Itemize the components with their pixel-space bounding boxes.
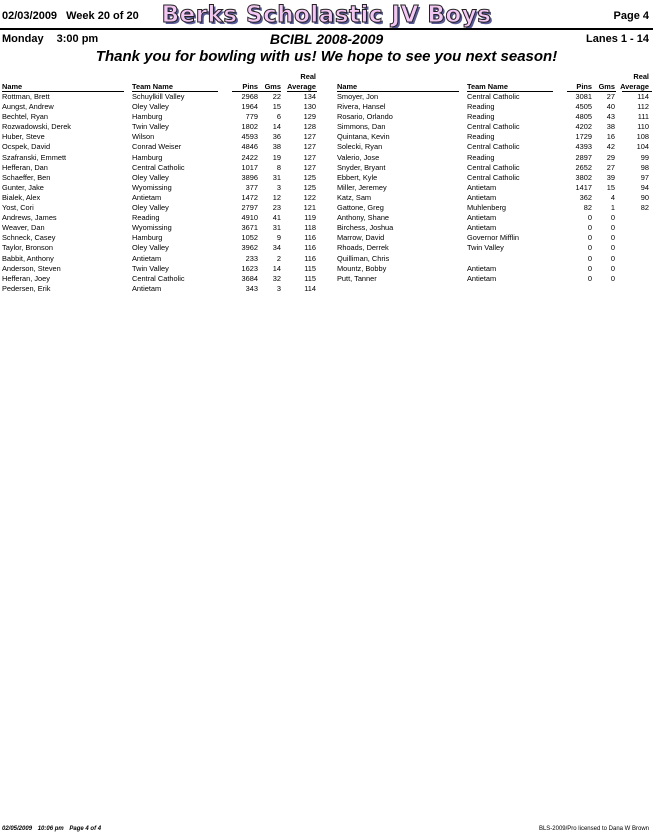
table-row	[2, 274, 317, 284]
average-value: 134	[303, 92, 316, 101]
pins-value: 0	[587, 273, 592, 283]
pins-value: 362	[579, 192, 592, 202]
team-name: Hamburg	[132, 112, 163, 122]
bowler-name: Quintana, Kevin	[337, 132, 390, 142]
average-value: 122	[303, 192, 316, 202]
header-rule	[0, 28, 653, 30]
average-value: 108	[636, 132, 649, 142]
games-value: 22	[272, 92, 281, 101]
league-name: BCIBL 2008-2009	[269, 31, 384, 47]
team-name: Governor Mifflin	[467, 233, 520, 243]
average-value: 130	[303, 102, 316, 112]
bowler-name: Rozwadowski, Derek	[2, 122, 72, 132]
standings-table-right	[337, 72, 653, 284]
pins-header: Pins	[242, 82, 258, 91]
games-value: 6	[276, 112, 281, 122]
team-name: Reading	[132, 213, 160, 223]
bowler-name: Weaver, Dan	[2, 223, 45, 233]
games-value: 14	[272, 122, 281, 132]
games-value: 0	[610, 233, 615, 243]
average-value: 116	[304, 243, 316, 253]
pins-value: 1729	[575, 132, 592, 142]
table-row	[2, 233, 317, 243]
team-name: Oley Valley	[132, 243, 169, 253]
bowler-name: Mountz, Bobby	[337, 263, 387, 273]
table-row	[2, 223, 317, 233]
table-row	[2, 153, 317, 163]
games-value: 3	[276, 283, 281, 293]
games-value: 0	[610, 223, 615, 233]
pins-value: 377	[245, 182, 258, 192]
pins-value: 1964	[241, 102, 258, 112]
table-row	[2, 142, 317, 152]
bowler-name: Huber, Steve	[2, 132, 45, 142]
table-row	[337, 132, 653, 142]
table-header	[337, 72, 653, 92]
bowler-name: Simmons, Dan	[337, 122, 386, 132]
team-name: Muhlenberg	[467, 203, 507, 213]
team-name: Central Catholic	[467, 142, 520, 152]
table-body	[2, 92, 317, 294]
games-value: 36	[272, 132, 281, 142]
average-value: 127	[303, 142, 316, 152]
games-value: 40	[606, 102, 615, 112]
average-value: 104	[636, 142, 649, 152]
table-row	[337, 112, 653, 122]
games-value: 14	[272, 263, 281, 273]
license-note: BLS-2009/Pro licensed to Dana W Brown	[538, 826, 649, 832]
table-row	[337, 173, 653, 183]
games-value: 23	[272, 203, 281, 213]
average-value: 127	[303, 152, 316, 162]
table-row	[2, 193, 317, 203]
bowler-name: Babbit, Anthony	[2, 253, 54, 263]
average-value: 125	[303, 182, 316, 192]
pins-value: 1623	[241, 263, 258, 273]
games-value: 12	[272, 192, 281, 202]
name-header: Name	[2, 82, 23, 91]
table-row	[2, 203, 317, 213]
table-row	[2, 132, 317, 142]
games-value: 4	[610, 192, 615, 202]
pins-value: 779	[245, 112, 258, 122]
bowler-name: Bialek, Alex	[2, 192, 41, 202]
games-value: 31	[272, 172, 281, 182]
games-value: 0	[610, 253, 615, 263]
bowler-name: Pedersen, Erik	[2, 283, 51, 293]
bowler-name: Solecki, Ryan	[337, 142, 383, 152]
table-row	[2, 122, 317, 132]
bowler-name: Aungst, Andrew	[2, 102, 54, 112]
pins-value: 343	[245, 283, 258, 293]
pins-value: 3802	[575, 172, 592, 182]
league-title: Berks Scholastic JV Boys	[161, 2, 492, 28]
print-time: 10:06 pm	[37, 826, 64, 832]
average-value: 118	[304, 223, 316, 233]
team-name: Central Catholic	[132, 162, 185, 172]
bowler-name: Gunter, Jake	[2, 182, 44, 192]
team-name: Central Catholic	[132, 273, 185, 283]
games-value: 34	[272, 243, 281, 253]
games-value: 38	[272, 142, 281, 152]
pins-value: 4202	[575, 122, 592, 132]
team-name: Oley Valley	[132, 172, 169, 182]
bowler-name: Marrow, David	[337, 233, 385, 243]
games-value: 9	[276, 233, 281, 243]
average-value: 99	[640, 152, 649, 162]
average-value: 111	[637, 112, 649, 122]
table-row	[2, 92, 317, 102]
games-value: 0	[610, 243, 615, 253]
time-label: 3:00 pm	[56, 33, 99, 45]
pins-value: 233	[245, 253, 258, 263]
table-row	[337, 243, 653, 253]
team-name: Antietam	[467, 192, 497, 202]
bowler-name: Valerio, Jose	[337, 152, 380, 162]
games-value: 19	[272, 152, 281, 162]
pins-value: 2422	[241, 152, 258, 162]
team-name: Antietam	[132, 283, 162, 293]
avg-header-bottom: Average	[287, 82, 316, 91]
team-name: Twin Valley	[467, 243, 504, 253]
table-row	[337, 193, 653, 203]
gms-header: Gms	[598, 82, 615, 91]
team-name: Hamburg	[132, 233, 163, 243]
report-date: 02/03/2009	[2, 10, 58, 22]
table-row	[337, 213, 653, 223]
print-date: 02/05/2009	[2, 826, 33, 832]
average-value: 98	[640, 162, 649, 172]
table-row	[2, 173, 317, 183]
team-name: Hamburg	[132, 152, 163, 162]
average-value: 114	[304, 283, 316, 293]
pins-value: 4805	[575, 112, 592, 122]
pins-value: 3962	[241, 243, 258, 253]
pins-value: 4846	[241, 142, 258, 152]
games-value: 38	[606, 122, 615, 132]
pins-header: Pins	[576, 82, 592, 91]
bowler-name: Bechtel, Ryan	[2, 112, 49, 122]
table-body	[337, 92, 653, 284]
bowler-name: Gattone, Greg	[337, 203, 384, 213]
average-value: 125	[303, 172, 316, 182]
games-value: 2	[276, 253, 281, 263]
games-value: 0	[610, 213, 615, 223]
games-value: 32	[272, 273, 281, 283]
team-name: Twin Valley	[132, 263, 169, 273]
table-row	[2, 112, 317, 122]
average-value: 127	[303, 162, 316, 172]
bowler-name: Schneck, Casey	[2, 233, 56, 243]
team-name: Wyomissing	[132, 223, 172, 233]
pins-value: 3896	[241, 172, 258, 182]
team-name: Oley Valley	[132, 102, 169, 112]
games-value: 39	[606, 172, 615, 182]
team-name: Central Catholic	[467, 92, 520, 101]
table-row	[337, 203, 653, 213]
table-row	[2, 102, 317, 112]
games-value: 15	[272, 102, 281, 112]
team-name: Reading	[467, 132, 495, 142]
bowler-name: Rottman, Brett	[2, 92, 50, 101]
table-row	[337, 223, 653, 233]
pins-value: 3081	[575, 92, 592, 101]
table-row	[337, 142, 653, 152]
bowler-name: Miller, Jeremey	[337, 182, 387, 192]
table-row	[2, 264, 317, 274]
bowler-name: Smoyer, Jon	[337, 92, 379, 101]
team-name: Antietam	[467, 223, 497, 233]
lanes-label: Lanes 1 - 14	[586, 33, 649, 45]
avg-header-bottom: Average	[620, 82, 649, 91]
average-value: 127	[303, 132, 316, 142]
average-value: 129	[303, 112, 316, 122]
pins-value: 2652	[575, 162, 592, 172]
average-value: 94	[640, 182, 649, 192]
pins-value: 2797	[241, 203, 258, 213]
table-row	[2, 284, 317, 294]
bowler-name: Schaeffer, Ben	[2, 172, 51, 182]
pins-value: 82	[583, 203, 592, 213]
table-row	[337, 264, 653, 274]
team-header: Team Name	[467, 82, 508, 91]
page-number: Page 4	[613, 10, 649, 22]
table-row	[337, 102, 653, 112]
team-name: Reading	[467, 112, 495, 122]
average-value: 97	[640, 172, 649, 182]
table-row	[337, 163, 653, 173]
team-name: Antietam	[467, 263, 497, 273]
pins-value: 0	[587, 263, 592, 273]
name-header: Name	[337, 82, 358, 91]
pins-value: 1417	[575, 182, 592, 192]
table-row	[337, 233, 653, 243]
bowler-name: Hefferan, Dan	[2, 162, 48, 172]
bowler-name: Rosario, Orlando	[337, 112, 393, 122]
bowler-name: Anthony, Shane	[337, 213, 390, 223]
bowler-name: Ebbert, Kyle	[337, 172, 378, 182]
team-name: Antietam	[467, 182, 497, 192]
games-value: 3	[276, 182, 281, 192]
day-label: Monday	[2, 33, 44, 45]
average-value: 119	[304, 213, 316, 223]
avg-header-top: Real	[300, 72, 316, 81]
games-value: 0	[610, 273, 615, 283]
bowler-name: Birchess, Joshua	[337, 223, 394, 233]
table-row	[337, 92, 653, 102]
pins-value: 0	[587, 213, 592, 223]
pins-value: 4910	[241, 213, 258, 223]
team-name: Twin Valley	[132, 122, 169, 132]
table-row	[2, 213, 317, 223]
bowler-name: Quilliman, Chris	[337, 253, 390, 263]
average-value: 112	[637, 102, 649, 112]
pins-value: 4593	[241, 132, 258, 142]
pins-value: 2968	[241, 92, 258, 101]
average-value: 121	[303, 203, 316, 213]
games-value: 15	[606, 182, 615, 192]
average-value: 116	[304, 253, 316, 263]
print-stamp	[2, 826, 105, 832]
pins-value: 1052	[241, 233, 258, 243]
pins-value: 3671	[241, 223, 258, 233]
avg-header-top: Real	[633, 72, 649, 81]
team-name: Antietam	[467, 273, 497, 283]
team-name: Reading	[467, 152, 495, 162]
average-value: 116	[304, 233, 316, 243]
team-name: Central Catholic	[467, 122, 520, 132]
team-name: Wilson	[132, 132, 155, 142]
bowler-name: Andrews, James	[2, 213, 57, 223]
pins-value: 2897	[575, 152, 592, 162]
pins-value: 1472	[241, 192, 258, 202]
games-value: 1	[610, 203, 615, 213]
pins-value: 0	[587, 243, 592, 253]
table-row	[337, 153, 653, 163]
table-row	[2, 183, 317, 193]
team-name: Antietam	[132, 192, 162, 202]
bowler-name: Rhoads, Derrek	[337, 243, 389, 253]
bowler-name: Katz, Sam	[337, 192, 372, 202]
team-name: Antietam	[467, 213, 497, 223]
games-value: 16	[606, 132, 615, 142]
week-label: Week 20 of 20	[66, 10, 139, 22]
team-header: Team Name	[132, 82, 173, 91]
average-value: 114	[637, 92, 649, 101]
bowler-name: Szafranski, Emmett	[2, 152, 67, 162]
average-value: 128	[303, 122, 316, 132]
team-name: Central Catholic	[467, 162, 520, 172]
games-value: 41	[272, 213, 281, 223]
table-row	[337, 254, 653, 264]
pins-value: 0	[587, 223, 592, 233]
bowler-name: Rivera, Hansel	[337, 102, 386, 112]
table-row	[337, 183, 653, 193]
bowler-name: Ocspek, David	[2, 142, 51, 152]
team-name: Wyomissing	[132, 182, 172, 192]
games-value: 29	[606, 152, 615, 162]
games-value: 8	[276, 162, 281, 172]
bowler-name: Snyder, Bryant	[337, 162, 386, 172]
pins-value: 4505	[575, 102, 592, 112]
table-row	[337, 122, 653, 132]
table-header	[2, 72, 317, 92]
gms-header: Gms	[264, 82, 281, 91]
average-value: 115	[304, 273, 316, 283]
bowler-name: Anderson, Steven	[2, 263, 61, 273]
games-value: 31	[272, 223, 281, 233]
team-name: Conrad Weiser	[132, 142, 182, 152]
team-name: Antietam	[132, 253, 162, 263]
pins-value: 1802	[241, 122, 258, 132]
team-name: Central Catholic	[467, 172, 520, 182]
average-value: 115	[304, 263, 316, 273]
games-value: 42	[606, 142, 615, 152]
bowler-name: Taylor, Bronson	[2, 243, 53, 253]
pins-value: 3684	[241, 273, 258, 283]
games-value: 0	[610, 263, 615, 273]
pins-value: 1017	[241, 162, 258, 172]
average-value: 110	[637, 122, 649, 132]
games-value: 27	[606, 92, 615, 101]
team-name: Oley Valley	[132, 203, 169, 213]
table-row	[337, 274, 653, 284]
games-value: 27	[606, 162, 615, 172]
bowler-name: Hefferan, Joey	[2, 273, 50, 283]
average-value: 82	[640, 203, 649, 213]
average-value: 90	[640, 192, 649, 202]
standings-table-left	[2, 72, 317, 294]
pins-value: 0	[587, 233, 592, 243]
pins-value: 4393	[575, 142, 592, 152]
team-name: Schuylkill Valley	[132, 92, 185, 101]
table-row	[2, 254, 317, 264]
bowler-name: Yost, Cori	[2, 203, 34, 213]
team-name: Reading	[467, 102, 495, 112]
print-page: Page 4 of 4	[69, 826, 102, 832]
closing-message: Thank you for bowling with us! We hope to see you next season!	[95, 48, 558, 65]
table-row	[2, 243, 317, 253]
games-value: 43	[606, 112, 615, 122]
table-row	[2, 163, 317, 173]
pins-value: 0	[587, 253, 592, 263]
bowler-name: Putt, Tanner	[337, 273, 377, 283]
